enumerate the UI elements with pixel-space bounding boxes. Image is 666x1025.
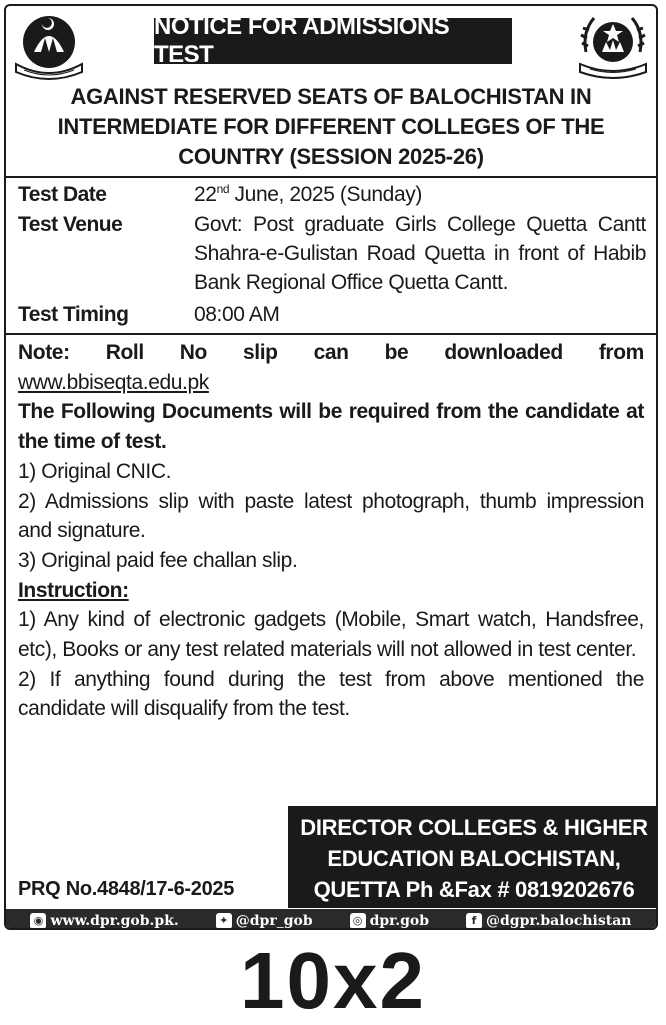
note-line [18, 338, 644, 368]
download-link[interactable]: www.bbiseqta.edu.pk [18, 370, 209, 394]
facebook-icon: f [466, 913, 482, 929]
test-date-value: 22nd June, 2025 (Sunday) [194, 182, 422, 206]
documents-heading: The Following Documents will be required from the candidate at the time of test. [18, 400, 644, 454]
director-box [288, 806, 658, 908]
director-line: QUETTA Ph &Fax # 0819202676 [313, 877, 635, 902]
ad-size-label: 10x2 [240, 936, 426, 1025]
footer-instagram[interactable]: ◎ dpr.gob [350, 913, 429, 929]
instruction-item: 2) If anything found during the test from above mentioned the candidate will disqualify from the test. [18, 667, 644, 721]
department-crest-icon [576, 12, 650, 82]
twitter-icon: ✦ [216, 913, 232, 929]
document-item: 1) Original CNIC. [18, 459, 172, 483]
notice-body [18, 338, 644, 724]
note-label: Note: [18, 341, 70, 364]
footer-bar [6, 909, 656, 930]
note-word: downloaded [444, 341, 563, 364]
test-timing-label: Test Timing [18, 303, 129, 326]
divider [6, 176, 656, 178]
document-item: 2) Admissions slip with paste latest photograph, thumb impression and signature. [18, 489, 644, 543]
divider [6, 333, 656, 335]
director-line: DIRECTOR COLLEGES & HIGHER [300, 815, 648, 840]
prq-number: PRQ No.4848/17-6-2025 [18, 878, 235, 900]
balochistan-emblem-icon [12, 12, 86, 82]
instruction-item: 1) Any kind of electronic gadgets (Mobile, Smart watch, Handsfree, etc), Books or any test related materials will not allowed in test center. [18, 608, 644, 662]
document-item: 3) Original paid fee challan slip. [18, 548, 298, 572]
note-word: No [179, 341, 207, 364]
note-word: slip [242, 341, 278, 364]
notice-title: NOTICE FOR ADMISSIONS TEST [154, 18, 512, 64]
test-venue-value: Govt: Post graduate Girls College Quetta Cantt Shahra-e-Gulistan Road Quetta in front of Habib Bank Regional Office Quetta Cantt. [194, 213, 646, 294]
director-line: EDUCATION BALOCHISTAN, [327, 846, 621, 871]
footer-facebook[interactable]: f @dgpr.balochistan [466, 913, 631, 929]
notice-subtitle: AGAINST RESERVED SEATS OF BALOCHISTAN IN INTERMEDIATE FOR DIFFERENT COLLEGES OF THE COUNTRY (SESSION 2025-26) [57, 84, 605, 169]
instruction-heading: Instruction: [18, 578, 129, 602]
note-word: Roll [105, 341, 144, 364]
note-word: be [384, 341, 409, 364]
note-word: can [313, 341, 349, 364]
test-timing-value: 08:00 AM [194, 303, 280, 326]
test-date-label: Test Date [18, 183, 107, 206]
globe-icon: ◉ [30, 913, 46, 929]
note-word: from [598, 341, 644, 364]
footer-website[interactable]: ◉ www.dpr.gob.pk. [30, 913, 178, 929]
instagram-icon: ◎ [350, 913, 366, 929]
test-venue-row [18, 210, 646, 300]
test-venue-label: Test Venue [18, 213, 123, 236]
footer-twitter[interactable]: ✦ @dpr_gob [216, 913, 313, 929]
advertisement [4, 4, 658, 930]
